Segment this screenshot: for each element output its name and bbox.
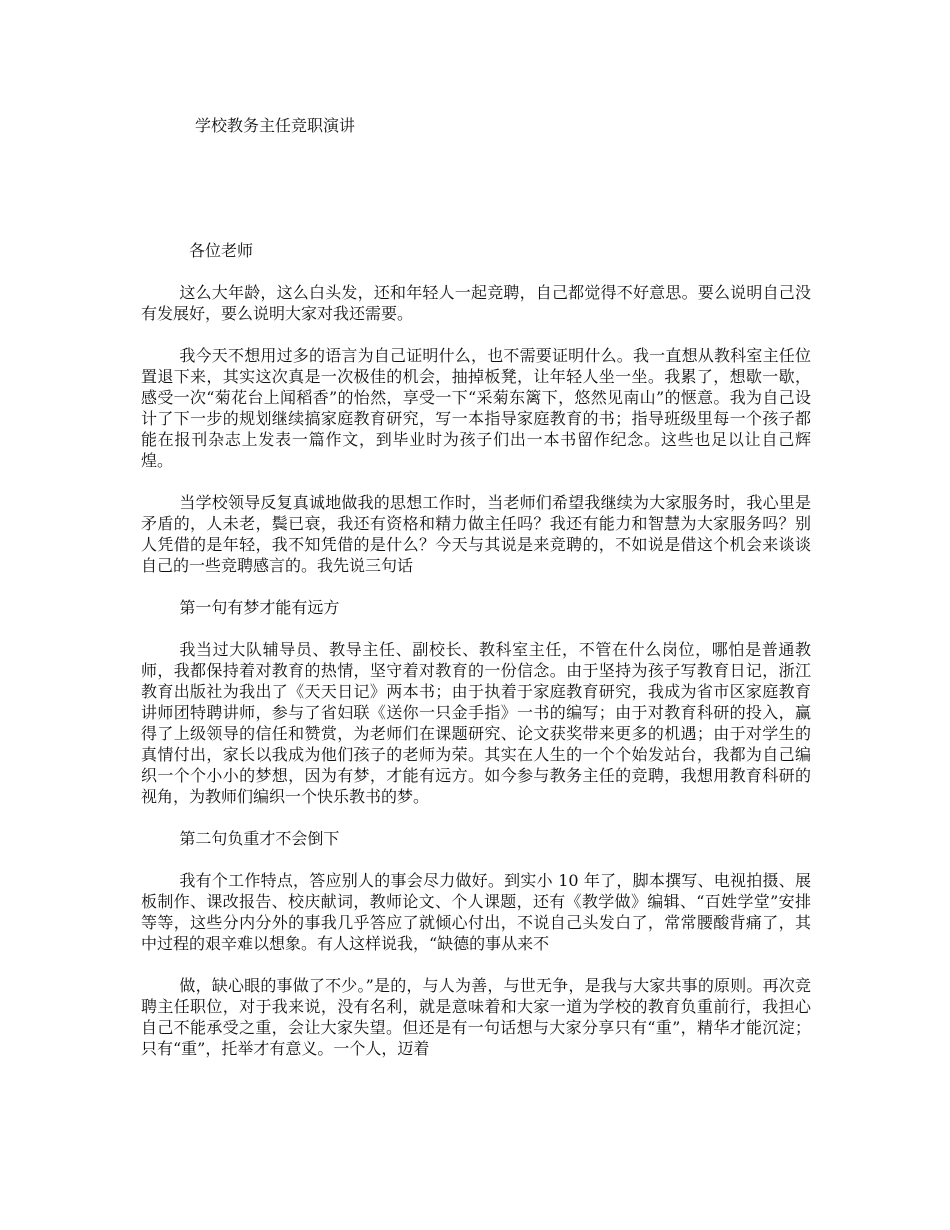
paragraph-dream: 我当过大队辅导员、教导主任、副校长、教科室主任，不管在什么岗位，哪怕是普通教师，我都保持着对教育的热情，坚守着对教育的一份信念。由于坚持为孩子写教育日记，浙江教育出版社为我出了《天天日记》两本书；由于执着于家庭教育研究，我成为省市区家庭教育讲师团特聘讲师，参与了省妇联《送你一只金手指》一书的编写；由于对教育科研的投入，赢得了上级领导的信任和赞赏，为老师们在课题研究、论文获奖带来更多的机遇；由于对学生的真情付出，家长以我成为他们孩子的老师为荣。其实在人生的一个个始发站台，我都为自己编织一个个小小的梦想，因为有梦，才能有远方。如今参与教务主任的竞聘，我想用教育科研的视角，为教师们编织一个快乐教书的梦。 — [141, 640, 811, 806]
paragraph-retire-plan: 我今天不想用过多的语言为自己证明什么，也不需要证明什么。我一直想从教科室主任位置退下来，其实这次真是一次极佳的机会，抽掉板凳，让年轻人坐一坐。我累了，想歇一歇，感受一次“菊花台上闻稻香”的怡然，享受一下“采菊东篱下，悠然见南山”的惬意。我为自己设计了下一步的规划继续搞家庭教育研究，写一本指导家庭教育的书；指导班级里每一个孩子都能在报刊杂志上发表一篇作文，到毕业时为孩子们出一本书留作纪念。这些也足以让自己辉煌。 — [141, 346, 811, 470]
document-body — [141, 240, 811, 1080]
section-heading-second: 第二句负重才不会倒下 — [179, 829, 340, 848]
paragraph-burden: 做，缺心眼的事做了不少。”是的，与人为善，与世无争，是我与大家共事的原则。再次竞聘主任职位，对于我来说，没有名利，就是意味着和大家一道为学校的教育负重前行，我担心自己不能承受之重，会让大家失望。但还是有一句话想与大家分享只有“重”，精华才能沉淀；只有“重”，托举才有意义。一个人，迈着 — [141, 976, 811, 1058]
paragraph-intro: 这么大年龄，这么白头发，还和年轻人一起竞聘，自己都觉得不好意思。要么说明自己没有发展好，要么说明大家对我还需要。 — [141, 283, 811, 323]
greeting: 各位老师 — [189, 241, 254, 260]
section-heading-first: 第一句有梦才能有远方 — [179, 598, 340, 617]
document-title: 学校教务主任竞职演讲 — [195, 116, 356, 135]
paragraph-work-style: 我有个工作特点，答应别人的事会尽力做好。到实小 10 年了，脚本撰写、电视拍摄、展板制作、课改报告、校庆献词，教师论文、个人课题，还有《教学做》编辑、“百姓学堂”安排等等，这些分内分外的事我几乎答应了就倾心付出，不说自己头发白了，常常腰酸背痛了，其中过程的艰辛难以想象。有人这样说我，“缺德的事从来不 — [141, 871, 811, 953]
paragraph-conflict: 当学校领导反复真诚地做我的思想工作时，当老师们希望我继续为大家服务时，我心里是矛盾的，人未老，鬓已衰，我还有资格和精力做主任吗？我还有能力和智慧为大家服务吗？别人凭借的是年轻，我不知凭借的是什么？今天与其说是来竞聘的，不如说是借这个机会来谈谈自己的一些竞聘感言的。我先说三句话 — [141, 493, 811, 575]
